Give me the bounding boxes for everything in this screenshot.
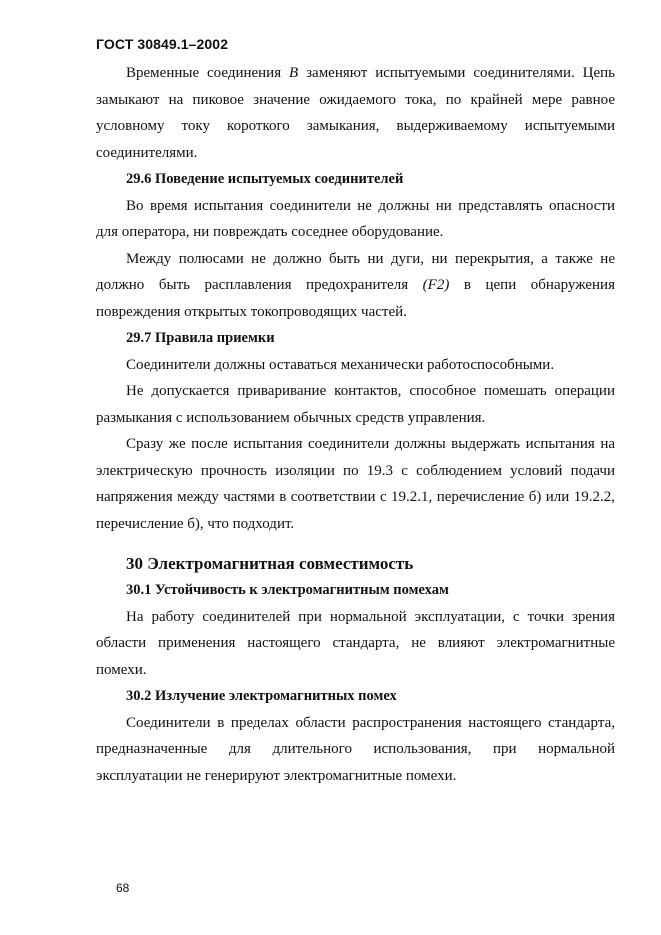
document-body (96, 60, 615, 789)
paragraph-30-2: Соединители в пределах области распространения настоящего стандарта, предназначенные для длительного использования, при нормальной эксплуатации не генерируют электромагнитные помехи. (96, 714, 615, 784)
section-heading-29-7: 29.7 Правила приемки (126, 330, 275, 346)
paragraph-30-1: На работу соединителей при нормальной эксплуатации, с точки зрения области применения настоящего стандарта, не влияют электромагнитные помехи. (96, 608, 615, 678)
paragraph-29-6-a: Во время испытания соединители не должны ни представлять опасности для оператора, ни повреждать соседнее оборудование. (96, 197, 615, 240)
paragraph-29-6-b: Между полюсами не должно быть ни дуги, ни перекрытия, а также не должно быть расплавления предохранителя (F2) в цепи обнаружения повреждения открытых токопроводящих частей. (96, 250, 615, 320)
paragraph-29-7-b: Не допускается приваривание контактов, способное помешать операции размыкания с использованием обычных средств управления. (96, 383, 615, 426)
page-number: 68 (116, 881, 130, 895)
chapter-heading-30: 30 Электромагнитная совместимость (126, 554, 414, 573)
section-heading-30-2: 30.2 Излучение электромагнитных помех (126, 688, 397, 704)
section-heading-30-1: 30.1 Устойчивость к электромагнитным помехам (126, 582, 449, 598)
paragraph-29-7-a: Соединители должны оставаться механически работоспособными. (126, 356, 555, 373)
document-id-header: ГОСТ 30849.1–2002 (96, 36, 229, 52)
paragraph-temporary-connections: Временные соединения В заменяют испытуемыми соединителями. Цепь замыкают на пиковое значение ожидаемого тока, по крайней мере равное условному току короткого замыкания, выдерживаемому испытуемыми соединителями. (96, 65, 615, 161)
variable-b: В (289, 65, 299, 81)
section-heading-29-6: 29.6 Поведение испытуемых соединителей (126, 171, 404, 187)
paragraph-29-7-c: Сразу же после испытания соединители должны выдержать испытания на электрическую прочность изоляции по 19.3 с соблюдением условий подачи напряжения между частями в соответствии с 19.2.1, перечисление б) или 19.2.2, перечисление б), что подходит. (96, 436, 615, 532)
variable-f2: (F2) (422, 277, 450, 293)
